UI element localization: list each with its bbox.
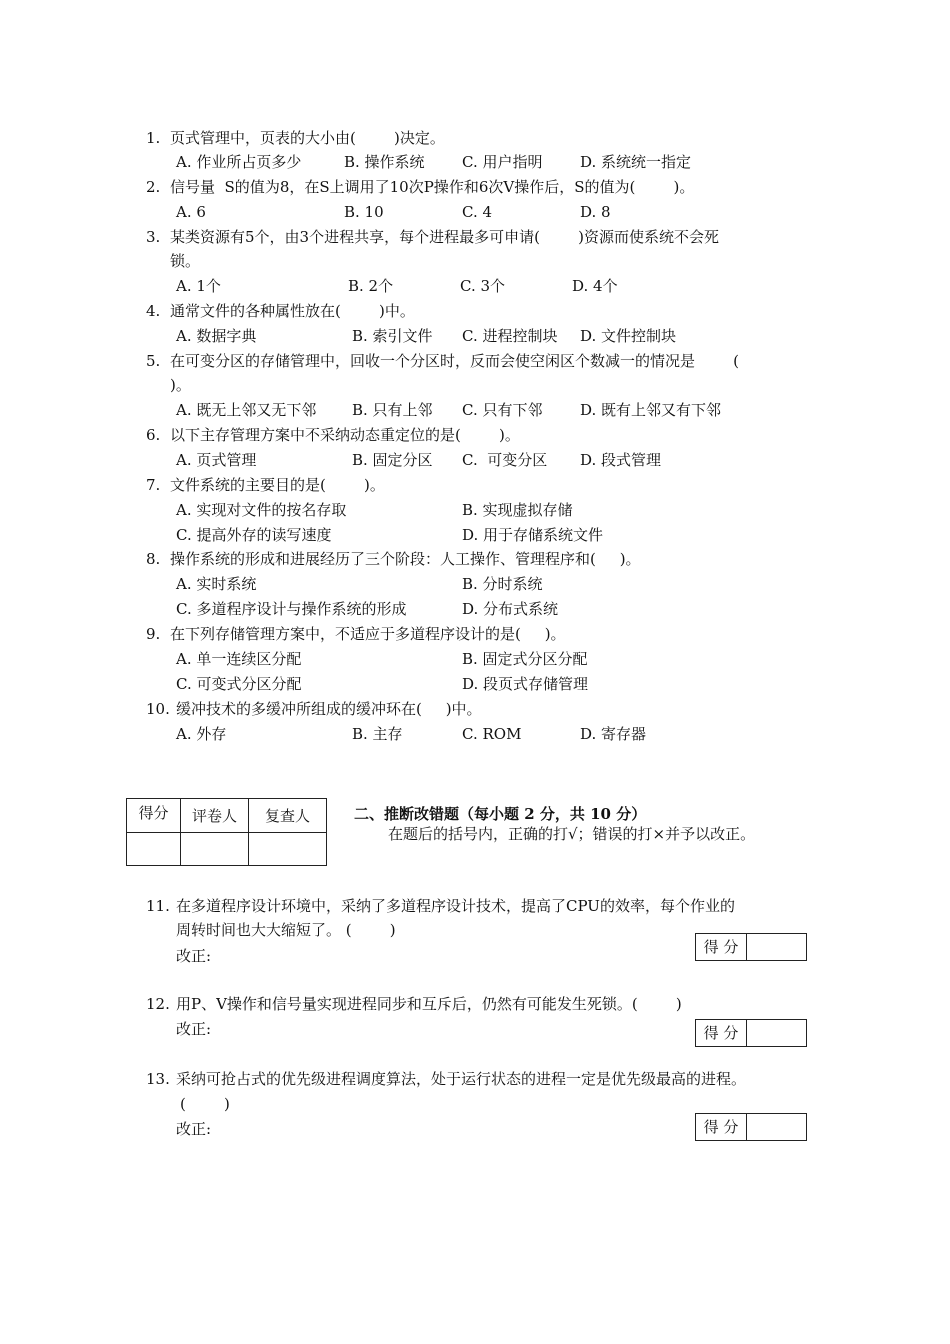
option-d: D. 段页式存储管理 — [462, 675, 589, 693]
question-stem: 用P、V操作和信号量实现进程同步和互斥后，仍然有可能发生死锁。( ) — [176, 995, 682, 1013]
correction-label: 改正: — [176, 1120, 212, 1138]
score-box[interactable] — [695, 933, 807, 961]
answer-bracket: ( ) — [180, 1095, 230, 1113]
question-number: 3. — [146, 228, 161, 246]
question-stem: 某类资源有5个，由3个进程共享，每个进程最多可申请( )资源而使系统不会死 — [170, 228, 719, 246]
option-b: B. 索引文件 — [352, 327, 433, 345]
question-stem-cont: 周转时间也大大缩短了。 ( ) — [176, 921, 396, 939]
option-b: B. 主存 — [352, 725, 403, 743]
question-stem: 文件系统的主要目的是( )。 — [170, 476, 385, 494]
option-a: A. 页式管理 — [176, 451, 257, 469]
option-a: A. 既无上邻又无下邻 — [176, 401, 317, 419]
question-number: 1. — [146, 129, 161, 147]
option-c: C. 4 — [462, 203, 493, 221]
question-stem: 在可变分区的存储管理中，回收一个分区时，反而会使空闲区个数减一的情况是 ( — [170, 352, 740, 370]
option-a: A. 作业所占页多少 — [176, 153, 302, 171]
question-number: 5. — [146, 352, 161, 370]
score-label: 得 分 — [696, 1114, 747, 1140]
correction-label: 改正: — [176, 1020, 212, 1038]
option-d: D. 8 — [580, 203, 611, 221]
option-d: D. 用于存储系统文件 — [462, 526, 604, 544]
option-a: A. 1个 — [176, 277, 221, 295]
option-b: B. 分时系统 — [462, 575, 543, 593]
option-b: B. 2个 — [348, 277, 394, 295]
grader-header: 评卷人 — [191, 807, 237, 825]
question-number: 4. — [146, 302, 161, 320]
question-number: 8. — [146, 550, 161, 568]
question-stem: 在下列存储管理方案中，不适应于多道程序设计的是( )。 — [170, 625, 566, 643]
score-label: 得 分 — [696, 1020, 747, 1046]
option-c: C. 多道程序设计与操作系统的形成 — [176, 600, 407, 618]
question-number: 13. — [146, 1070, 170, 1088]
question-number: 11. — [146, 897, 170, 915]
option-c: C. 3个 — [460, 277, 506, 295]
option-c: C. 进程控制块 — [462, 327, 558, 345]
option-a: A. 实现对文件的按名存取 — [176, 501, 347, 519]
option-c: C. 用户指明 — [462, 153, 543, 171]
option-a: A. 6 — [176, 203, 206, 221]
question-number: 6. — [146, 426, 161, 444]
option-d: D. 分布式系统 — [462, 600, 559, 618]
option-b: B. 固定分区 — [352, 451, 433, 469]
option-c: C. 可变分区 — [462, 451, 548, 469]
question-stem: 页式管理中，页表的大小由( )决定。 — [170, 129, 445, 147]
option-a: A. 单一连续区分配 — [176, 650, 302, 668]
option-d: D. 既有上邻又有下邻 — [580, 401, 722, 419]
option-d: D. 4个 — [572, 277, 618, 295]
option-a: A. 实时系统 — [176, 575, 257, 593]
option-b: B. 只有上邻 — [352, 401, 433, 419]
question-stem: 以下主存管理方案中不采纳动态重定位的是( )。 — [170, 426, 520, 444]
section-title: 二、推断改错题（每小题 2 分，共 10 分） — [354, 805, 647, 823]
option-b: B. 固定式分区分配 — [462, 650, 588, 668]
option-a: A. 数据字典 — [176, 327, 257, 345]
option-d: D. 段式管理 — [580, 451, 662, 469]
question-stem: 信号量 S的值为8，在S上调用了10次P操作和6次V操作后，S的值为( )。 — [170, 178, 695, 196]
question-number: 2. — [146, 178, 161, 196]
option-b: B. 10 — [344, 203, 384, 221]
question-stem: 操作系统的形成和进展经历了三个阶段：人工操作、管理程序和( )。 — [170, 550, 641, 568]
score-header: 得分 — [138, 804, 169, 822]
question-stem: 缓冲技术的多缓冲所组成的缓冲环在( )中。 — [176, 700, 482, 718]
option-d: D. 寄存器 — [580, 725, 647, 743]
grader-table — [126, 798, 327, 866]
option-c: C. ROM — [462, 725, 522, 743]
option-c: C. 只有下邻 — [462, 401, 543, 419]
question-number: 10. — [146, 700, 170, 718]
option-b: B. 实现虚拟存储 — [462, 501, 573, 519]
question-stem-cont: )。 — [170, 376, 191, 394]
option-b: B. 操作系统 — [344, 153, 425, 171]
question-stem-cont: 锁。 — [170, 252, 201, 270]
question-number: 12. — [146, 995, 170, 1013]
option-c: C. 提高外存的读写速度 — [176, 526, 332, 544]
option-d: D. 系统统一指定 — [580, 153, 692, 171]
score-box[interactable] — [695, 1113, 807, 1141]
reviewer-header: 复查人 — [264, 807, 310, 825]
correction-label: 改正: — [176, 947, 212, 965]
option-c: C. 可变式分区分配 — [176, 675, 302, 693]
section-instructions: 在题后的括号内，正确的打√；错误的打×并予以改正。 — [388, 825, 756, 843]
question-number: 7. — [146, 476, 161, 494]
question-stem: 在多道程序设计环境中，采纳了多道程序设计技术，提高了CPU的效率，每个作业的 — [176, 897, 735, 915]
question-number: 9. — [146, 625, 161, 643]
score-box[interactable] — [695, 1019, 807, 1047]
question-stem: 通常文件的各种属性放在( )中。 — [170, 302, 415, 320]
question-stem: 采纳可抢占式的优先级进程调度算法，处于运行状态的进程一定是优先级最高的进程。 — [176, 1070, 747, 1088]
option-a: A. 外存 — [176, 725, 227, 743]
score-label: 得 分 — [696, 934, 747, 960]
option-d: D. 文件控制块 — [580, 327, 677, 345]
